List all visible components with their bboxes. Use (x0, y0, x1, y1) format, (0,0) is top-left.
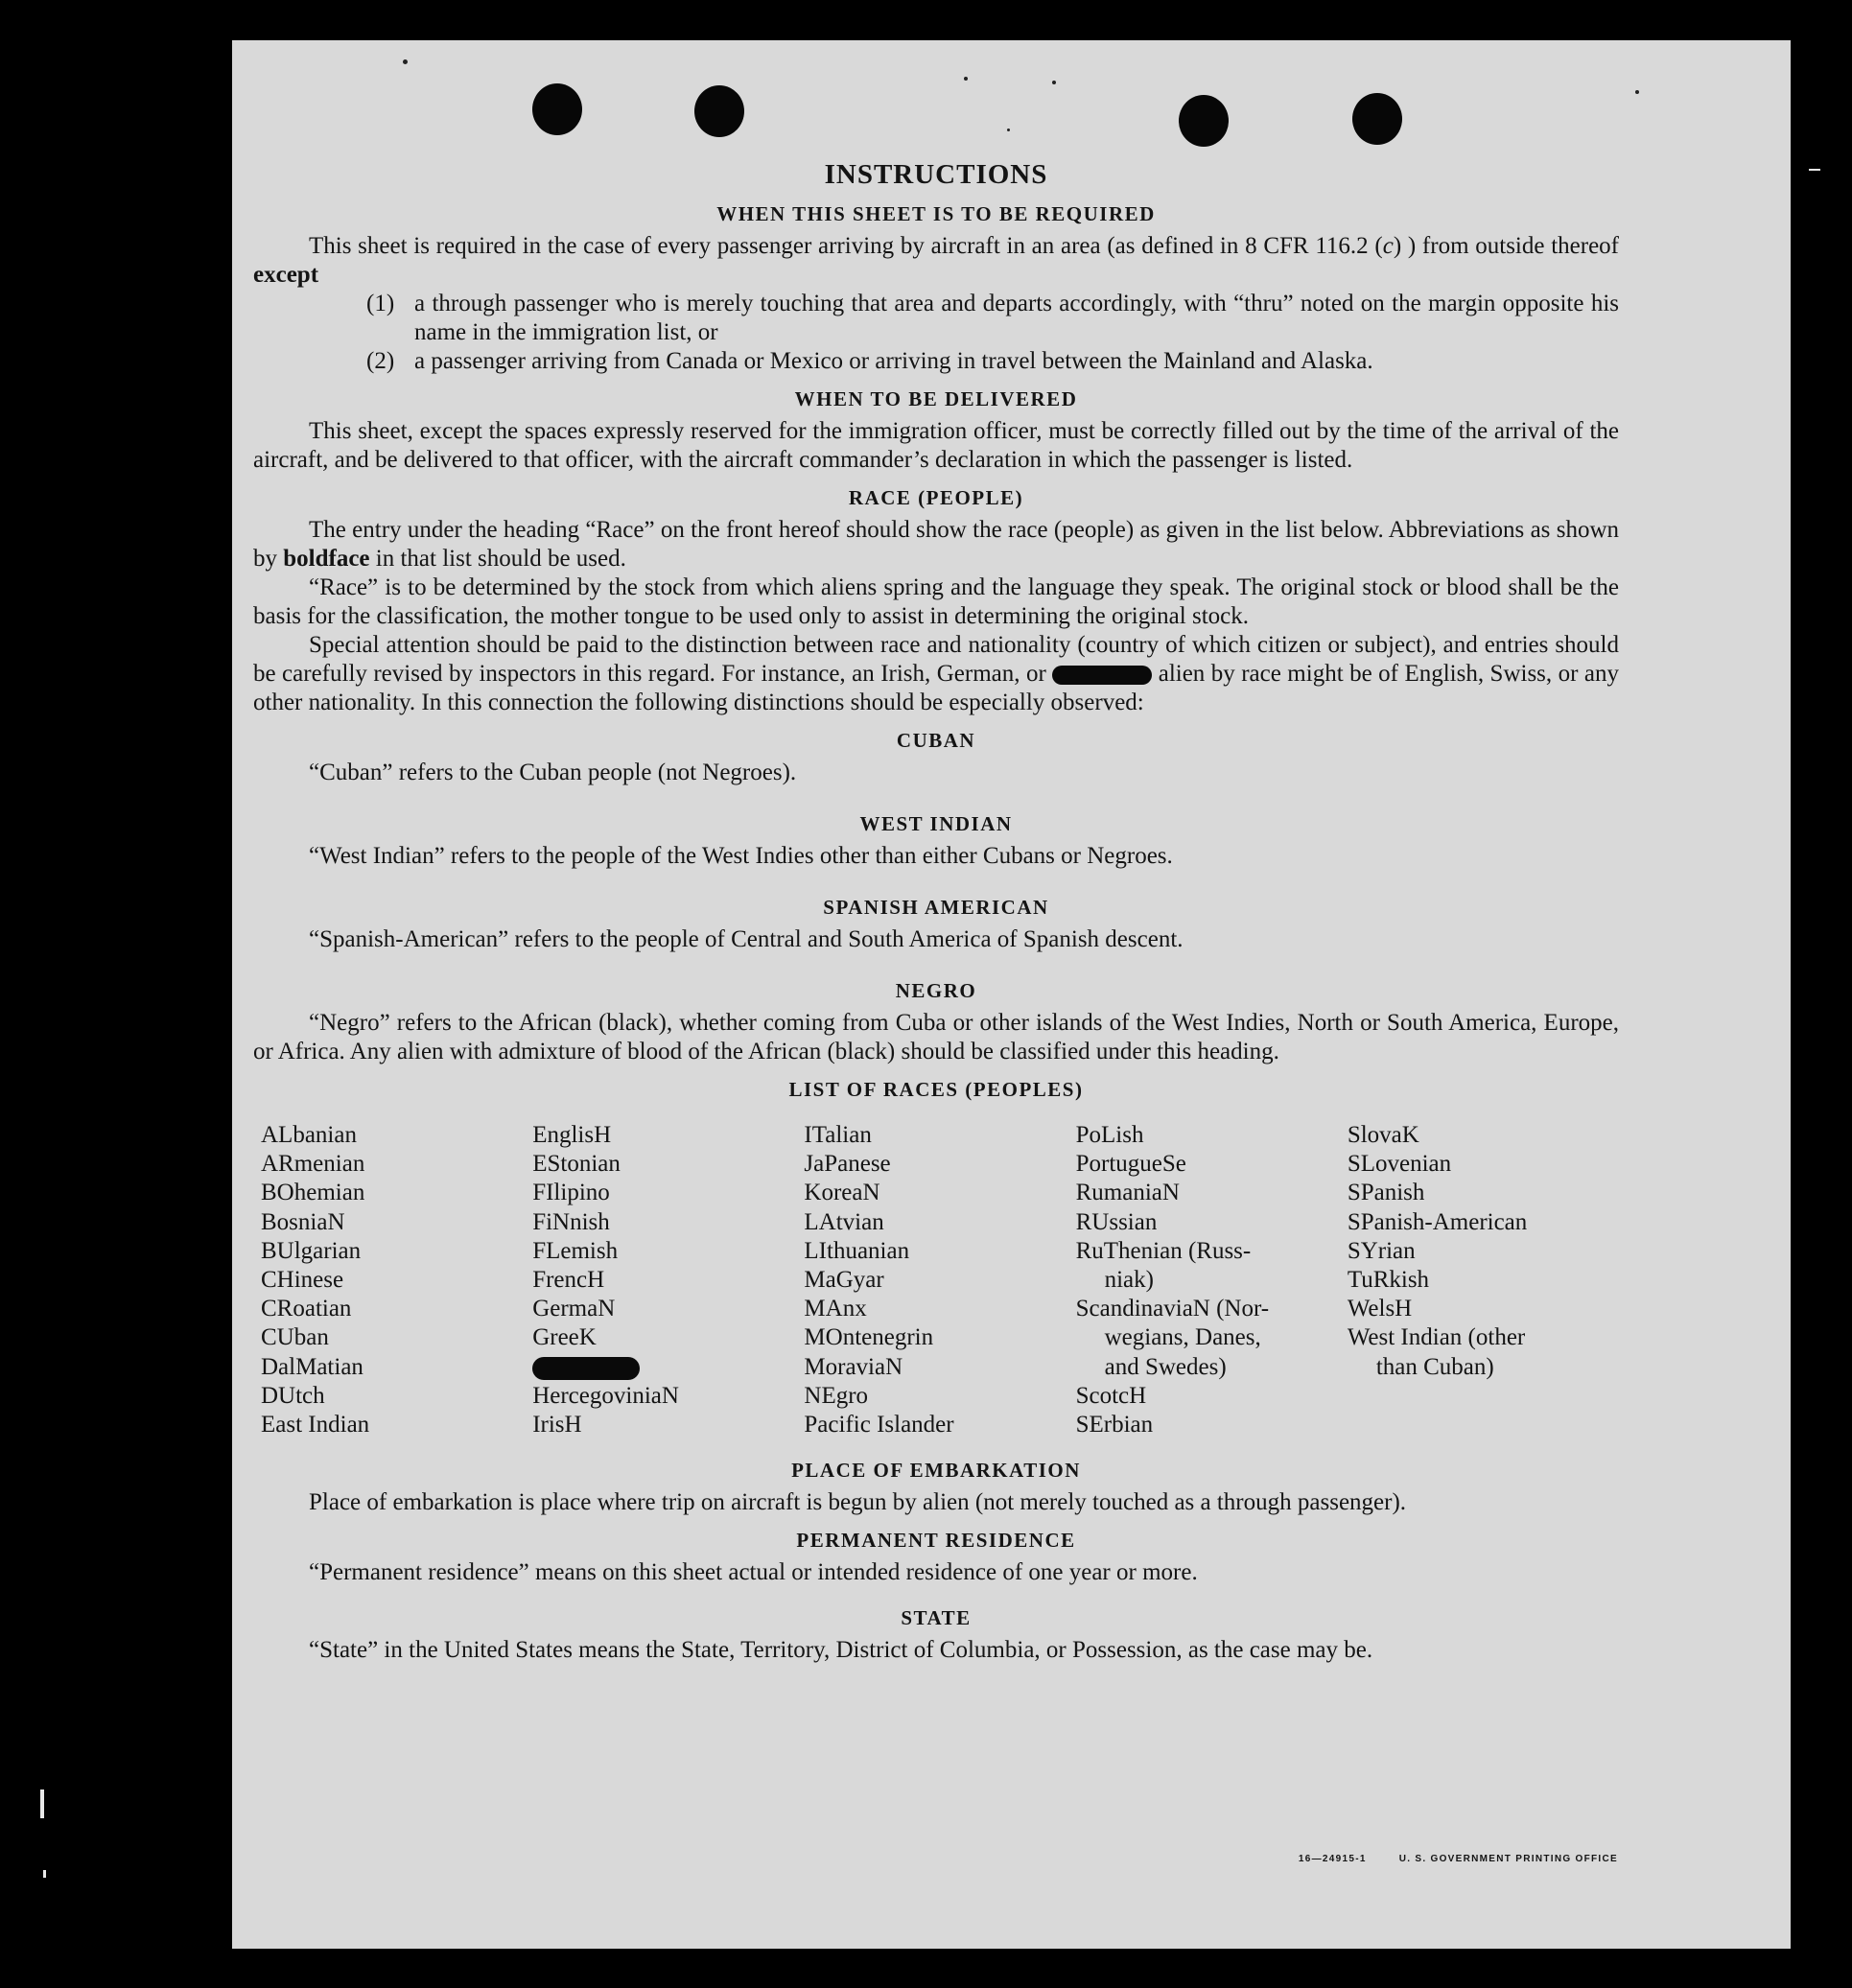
item-text: a through passenger who is merely touching that area and departs accordingly, with “thru” noted on the margin opposite his name in the immigration list, or (414, 291, 1619, 345)
race-entry: SErbian (1075, 1412, 1154, 1438)
race-entry: ARmenian (261, 1151, 365, 1178)
race-entry: GreeK (532, 1324, 597, 1351)
dust-speck (964, 77, 968, 81)
punch-hole (532, 83, 582, 135)
race-text: alien by race might be of English, Swiss, or any other nationality. In this connection the following distinctions should be especially observed: (253, 661, 1619, 715)
race-entry: SPanish-American (1347, 1208, 1528, 1235)
item-number: (1) (366, 291, 395, 316)
race-entry: CRoatian (261, 1296, 352, 1322)
exception-item-1 (253, 290, 1619, 347)
instructions-content (253, 159, 1619, 1665)
document-page (232, 40, 1791, 1949)
race-entry: SYrian (1347, 1237, 1416, 1264)
form-number: 16—24915-1 (1298, 1854, 1367, 1864)
heading-negro: NEGRO (895, 979, 977, 1002)
race-entry: DalMatian (261, 1353, 363, 1380)
heading-when-delivered: WHEN TO BE DELIVERED (794, 387, 1078, 410)
race-column-3 (804, 1121, 1075, 1439)
item-number: (2) (366, 348, 395, 374)
delivered-paragraph: This sheet, except the spaces expressly reserved for the immigration officer, must be correctly filled out by the time of the arrival of the aircraft, and be delivered to that officer, with the aircraft commander’s declaration in which the passenger is listed. (253, 418, 1619, 473)
spanish-american-text: “Spanish-American” refers to the people of Central and South America of Spanish descent. (309, 926, 1184, 952)
heading-spanish-american: SPANISH AMERICAN (823, 896, 1049, 919)
race-entry-continued: niak) (1104, 1267, 1154, 1294)
race-entry: ITalian (804, 1122, 872, 1148)
race-entry: GermaN (532, 1296, 616, 1322)
west-indian-text: “West Indian” refers to the people of the West Indies other than either Cubans or Negroes. (309, 843, 1173, 869)
heading-race: RACE (PEOPLE) (848, 486, 1024, 509)
redaction-mark (532, 1357, 640, 1380)
embarkation-text: Place of embarkation is place where trip on aircraft is begun by alien (not merely touched as a through passenger). (309, 1489, 1407, 1516)
race-column-1 (261, 1121, 532, 1439)
printer-name: U. S. GOVERNMENT PRINTING OFFICE (1398, 1854, 1618, 1864)
race-entry: RUssian (1075, 1208, 1158, 1235)
punch-hole (1179, 95, 1229, 147)
required-paragraph (253, 232, 1619, 290)
race-column-4 (1076, 1121, 1348, 1439)
race-entry: LIthuanian (804, 1237, 910, 1264)
race-entry: MAnx (804, 1296, 867, 1322)
race-entry: RuThenian (Russ- (1075, 1237, 1252, 1264)
heading-cuban: CUBAN (896, 729, 976, 752)
race-entry: SLovenian (1347, 1151, 1452, 1178)
printer-footer (1299, 1854, 1618, 1864)
race-entry: BOhemian (261, 1180, 365, 1206)
race-entry: CUban (261, 1324, 329, 1351)
scan-artifact (40, 1789, 44, 1818)
dust-speck (1635, 90, 1639, 94)
race-text: in that list should be used. (369, 546, 626, 572)
race-text: Special attention should be paid to the distinction between race and nationality (country of which citizen or subject), and entries should be carefully revised by inspectors in this regard. For instance, an Irish, German, or (253, 632, 1619, 687)
race-entry: CHinese (261, 1267, 344, 1294)
race-entry: West Indian (other (1347, 1324, 1526, 1351)
heading-west-indian: WEST INDIAN (859, 812, 1013, 835)
heading-list-of-races: LIST OF RACES (PEOPLES) (788, 1078, 1084, 1101)
race-entry: KoreaN (804, 1180, 880, 1206)
race-entry: SPanish (1347, 1180, 1425, 1206)
exception-item-2 (253, 347, 1619, 376)
residence-text: “Permanent residence” means on this sheet actual or intended residence of one year or more. (309, 1559, 1198, 1586)
race-entry: IrisH (532, 1412, 582, 1438)
race-entry: PoLish (1075, 1122, 1144, 1148)
page-title: INSTRUCTIONS (824, 159, 1048, 190)
redacted-entry (532, 1353, 804, 1382)
race-entry: PortugueSe (1075, 1151, 1186, 1178)
redaction-mark (1052, 666, 1152, 685)
race-entry: ALbanian (261, 1122, 357, 1148)
race-paragraph-2: “Race” is to be determined by the stock from which aliens spring and the language they speak. The original stock or blood shall be the basis for the classification, the mother tongue to be used only to assist in determining the original stock. (253, 574, 1619, 629)
race-text: The entry under the heading “Race” on the front hereof should show the race (people) as given in the list below. Abbreviations as shown by (253, 517, 1619, 572)
item-text: a passenger arriving from Canada or Mexico or arriving in travel between the Mainland and Alaska. (414, 348, 1373, 374)
race-entry-continued: wegians, Danes, (1104, 1324, 1261, 1351)
scan-artifact (43, 1870, 46, 1878)
required-text: ) ) from outside thereof (1393, 233, 1619, 259)
race-entry: EStonian (532, 1151, 621, 1178)
heading-permanent-residence: PERMANENT RESIDENCE (796, 1529, 1076, 1553)
required-text-italic: c (1382, 233, 1394, 259)
race-list (261, 1121, 1619, 1439)
race-paragraph-1 (253, 516, 1619, 573)
race-entry: LAtvian (804, 1208, 884, 1235)
dust-speck (403, 59, 408, 64)
race-entry: FIlipino (532, 1180, 610, 1206)
race-entry: FLemish (532, 1237, 619, 1264)
race-entry: WelsH (1347, 1296, 1413, 1322)
race-entry: EnglisH (532, 1122, 612, 1148)
race-entry: ScotcH (1075, 1382, 1147, 1409)
scan-artifact (1809, 169, 1820, 171)
race-entry: MOntenegrin (804, 1324, 934, 1351)
race-entry: BosniaN (261, 1208, 345, 1235)
punch-hole (1352, 93, 1402, 145)
race-entry-continued: and Swedes) (1104, 1353, 1227, 1380)
dust-speck (1052, 81, 1056, 84)
race-entry: DUtch (261, 1382, 325, 1409)
state-text: “State” in the United States means the State, Territory, District of Columbia, or Possession, as the case may be. (309, 1637, 1373, 1664)
race-entry: East Indian (261, 1412, 370, 1438)
heading-when-required: WHEN THIS SHEET IS TO BE REQUIRED (716, 202, 1156, 225)
race-entry: HercegoviniaN (532, 1382, 679, 1409)
race-entry: RumaniaN (1075, 1180, 1180, 1206)
boldface-word: boldface (283, 546, 370, 572)
race-entry: JaPanese (804, 1151, 891, 1178)
race-column-2 (532, 1121, 804, 1439)
race-entry-continued: than Cuban) (1375, 1353, 1494, 1380)
race-entry: BUlgarian (261, 1237, 362, 1264)
race-entry: TuRkish (1347, 1267, 1430, 1294)
negro-text: “Negro” refers to the African (black), whether coming from Cuba or other islands of the West Indies, North or South America, Europe, or Africa. Any alien with admixture of blood of the African (black) should be classified under this heading. (253, 1010, 1619, 1064)
race-entry: FrencH (532, 1267, 605, 1294)
race-entry: ScandinaviaN (Nor- (1075, 1296, 1270, 1322)
race-entry: SlovaK (1347, 1122, 1419, 1148)
required-text: This sheet is required in the case of every passenger arriving by aircraft in an area (as defined in 8 CFR 116.2 ( (309, 233, 1383, 259)
race-column-5 (1348, 1121, 1619, 1439)
heading-state: STATE (901, 1606, 972, 1630)
race-paragraph-3 (253, 631, 1619, 717)
except-word: except (253, 262, 319, 288)
race-entry: Pacific Islander (804, 1412, 954, 1438)
dust-speck (1007, 129, 1010, 131)
race-entry: MaGyar (804, 1267, 884, 1294)
race-entry: MoraviaN (804, 1353, 903, 1380)
cuban-text: “Cuban” refers to the Cuban people (not Negroes). (309, 760, 797, 785)
heading-embarkation: PLACE OF EMBARKATION (791, 1459, 1081, 1483)
race-entry: FiNnish (532, 1208, 610, 1235)
race-entry: NEgro (804, 1382, 869, 1409)
punch-hole (694, 85, 744, 137)
